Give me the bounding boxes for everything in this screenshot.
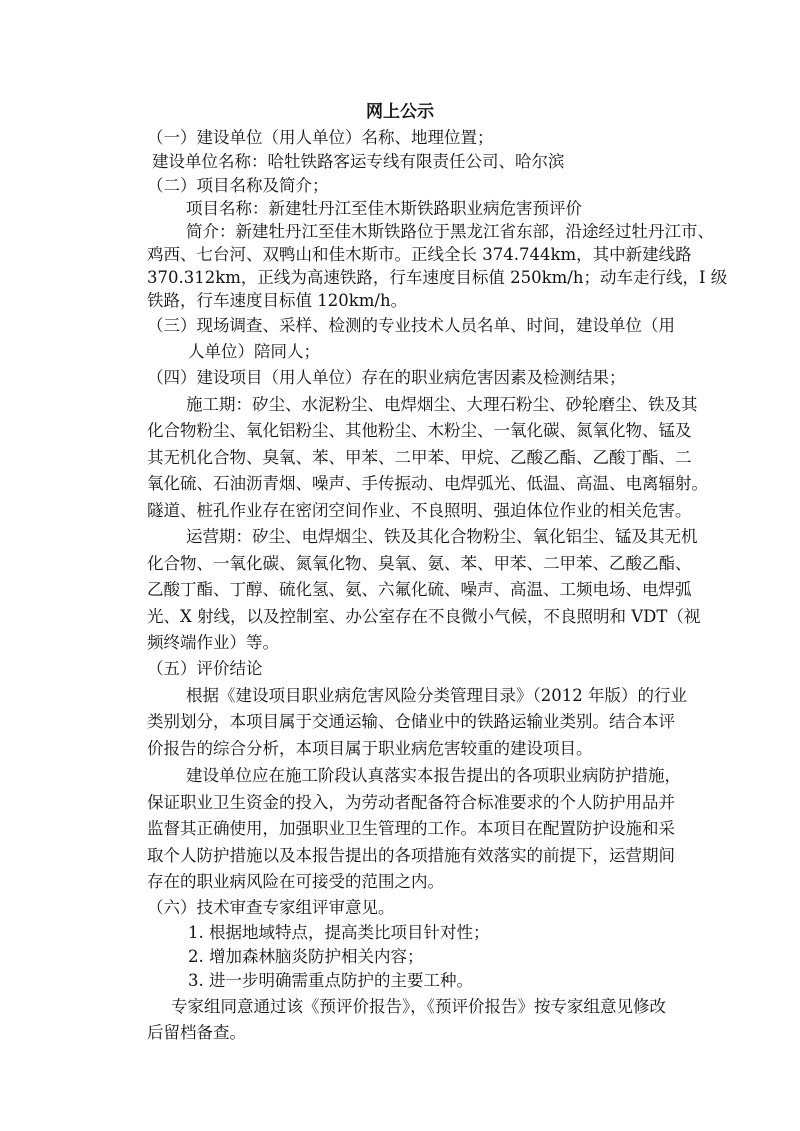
review-item: 1. 根据地域特点，提高类比项目针对性；: [188, 923, 490, 942]
conclusion-paragraph-line: 类别划分，本项目属于交通运输、仓储业中的铁路运输业类别。结合本评: [147, 712, 675, 731]
measures-paragraph-line: 建设单位应在施工阶段认真落实本报告提出的各项职业病防护措施，: [186, 766, 681, 785]
construction-paragraph-line: 施工期：矽尘、水泥粉尘、电焊烟尘、大理石粉尘、砂轮磨尘、铁及其: [186, 395, 698, 414]
measures-paragraph-line: 保证职业卫生资金的投入，为劳动者配备符合标准要求的个人防护用品并: [147, 793, 675, 812]
measures-paragraph-line: 监督其正确使用，加强职业卫生管理的工作。本项目在配置防护设施和采: [147, 819, 675, 838]
measures-paragraph-line: 存在的职业病风险在可接受的范围之内。: [147, 872, 444, 891]
intro-line: 鸡西、七台河、双鸭山和佳木斯市。正线全长 374.744km，其中新建线路: [147, 245, 692, 264]
measures-paragraph-line: 取个人防护措施以及本报告提出的各项措施有效落实的前提下，运营期间: [147, 846, 675, 865]
conclusion-paragraph-line: 价报告的综合分析，本项目属于职业病危害较重的建设项目。: [147, 739, 593, 758]
construction-paragraph-line: 氧化硫、石油沥青烟、噪声、手传振动、电焊弧光、低温、高温、电离辐射。: [147, 474, 708, 493]
section-5-heading: （五）评价结论: [147, 659, 263, 678]
section-6-heading: （六）技术审查专家组评审意见。: [147, 898, 395, 917]
intro-line: 铁路，行车速度目标值 120km/h。: [147, 291, 408, 310]
operation-paragraph-line: 光、X 射线，以及控制室、办公室存在不良微小气候，不良照明和 VDT（视: [147, 607, 701, 626]
conclusion-paragraph-line: 根据《建设项目职业病危害风险分类管理目录》（2012 年版）的行业: [186, 686, 687, 705]
construction-paragraph-line: 化合物粉尘、氧化铝粉尘、其他粉尘、木粉尘、一氧化碳、氮氧化物、锰及: [147, 421, 692, 440]
project-name-line: 项目名称：新建牡丹江至佳木斯铁路职业病危害预评价: [186, 199, 582, 218]
intro-line: 370.312km，正线为高速铁路，行车速度目标值 250km/h；动车走行线，I 级: [147, 268, 728, 287]
construction-paragraph-line: 其无机化合物、臭氧、苯、甲苯、二甲苯、甲烷、乙酸乙酯、乙酸丁酯、二: [147, 448, 692, 467]
review-item: 3. 进一步明确需重点防护的主要工种。: [188, 971, 473, 990]
section-2-heading: （二）项目名称及简介；: [147, 176, 329, 195]
intro-line: 简介：新建牡丹江至佳木斯铁路位于黑龙江省东部，沿途经过牡丹江市、: [186, 222, 714, 241]
construction-paragraph-line: 隧道、桩孔作业存在密闭空间作业、不良照明、强迫体位作业的相关危害。: [147, 501, 692, 520]
section-3-heading-cont: 人单位）陪同人；: [188, 342, 320, 361]
section-3-heading: （三）现场调查、采样、检测的专业技术人员名单、时间，建设单位（用: [147, 316, 675, 335]
review-item: 2. 增加森林脑炎防护相关内容；: [188, 947, 424, 966]
operation-paragraph-line: 运营期：矽尘、电焊烟尘、铁及其化合物粉尘、氧化铝尘、锰及其无机: [186, 527, 698, 546]
operation-paragraph-line: 频终端作业）等。: [147, 633, 279, 652]
section-4-heading: （四）建设项目（用人单位）存在的职业病危害因素及检测结果；: [147, 368, 626, 387]
section-1-heading: （一）建设单位（用人单位）名称、地理位置；: [147, 128, 494, 147]
document-title: 网上公示: [366, 102, 434, 122]
unit-name-line: 建设单位名称：哈牡铁路客运专线有限责任公司、哈尔滨: [152, 152, 565, 171]
expert-opinion-line: 后留档备查。: [147, 1023, 246, 1042]
operation-paragraph-line: 化合物、一氧化碳、氮氧化物、臭氧、氨、苯、甲苯、二甲苯、乙酸乙酯、: [147, 554, 692, 573]
operation-paragraph-line: 乙酸丁酯、丁醇、硫化氢、氨、六氟化硫、噪声、高温、工频电场、电焊弧: [147, 580, 692, 599]
expert-opinion-line: 专家组同意通过该《预评价报告》，《预评价报告》按专家组意见修改: [171, 997, 666, 1016]
